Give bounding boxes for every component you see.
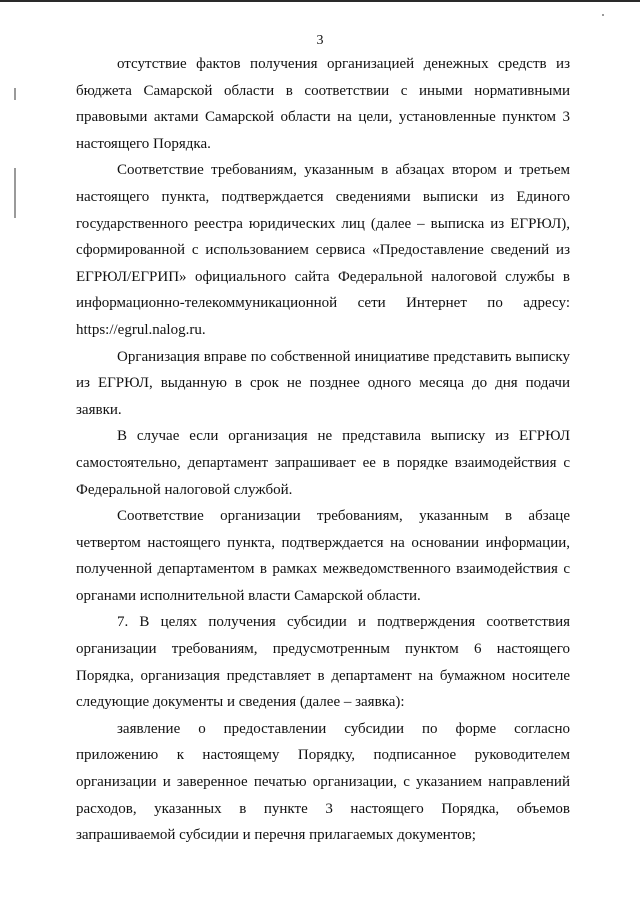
document-body <box>76 51 570 849</box>
paragraph: Организация вправе по собственной инициативе представить выписку из ЕГРЮЛ, выданную в срок не позднее одного месяца до дня подачи заявки. <box>76 348 570 418</box>
paragraph: Соответствие требованиям, указанным в абзацах втором и третьем настоящего пункта, подтверждается сведениями выписки из Единого государственного реестра юридических лиц (далее – выписка из ЕГРЮЛ), сформированной с использованием сервиса «Предоставление сведений из ЕГРЮЛ/ЕГРИП» официального сайта Федеральной налоговой службы в информационно-телекоммуникационной сети Интернет по адресу: https://egrul.nalog.ru. <box>76 162 570 338</box>
scan-mark-left <box>14 168 16 218</box>
scan-top-border <box>0 0 640 2</box>
paragraph: отсутствие фактов получения организацией денежных средств из бюджета Самарской области в соответствии с иными нормативными правовыми актами Самарской области на цели, установленные пунктом 3 настоящего Порядка. <box>76 56 570 152</box>
paragraph: заявление о предоставлении субсидии по форме согласно приложению к настоящему Порядку, подписанное руководителем организации и заверенное печатью организации, с указанием направлений расходов, указанных в пункте 3 настоящего Порядка, объемов запрашиваемой субсидии и перечня прилагаемых документов; <box>76 720 570 844</box>
paragraph: 7. В целях получения субсидии и подтверждения соответствия организации требованиям, предусмотренным пунктом 6 настоящего Порядка, организация представляет в департамент на бумажном носителе следующие документы и сведения (далее – заявка): <box>76 614 570 711</box>
paragraph: В случае если организация не представила выписку из ЕГРЮЛ самостоятельно, департамент запрашивает ее в порядке взаимодействия с Федеральной налоговой службой. <box>76 428 570 498</box>
page-number: 3 <box>316 33 324 48</box>
paragraph: Соответствие организации требованиям, указанным в абзаце четвертом настоящего пункта, подтверждается на основании информации, полученной департаментом в рамках межведомственного взаимодействия с органами исполнительной власти Самарской области. <box>76 508 570 604</box>
scan-mark-left <box>14 88 16 100</box>
scan-mark-right <box>602 14 604 16</box>
